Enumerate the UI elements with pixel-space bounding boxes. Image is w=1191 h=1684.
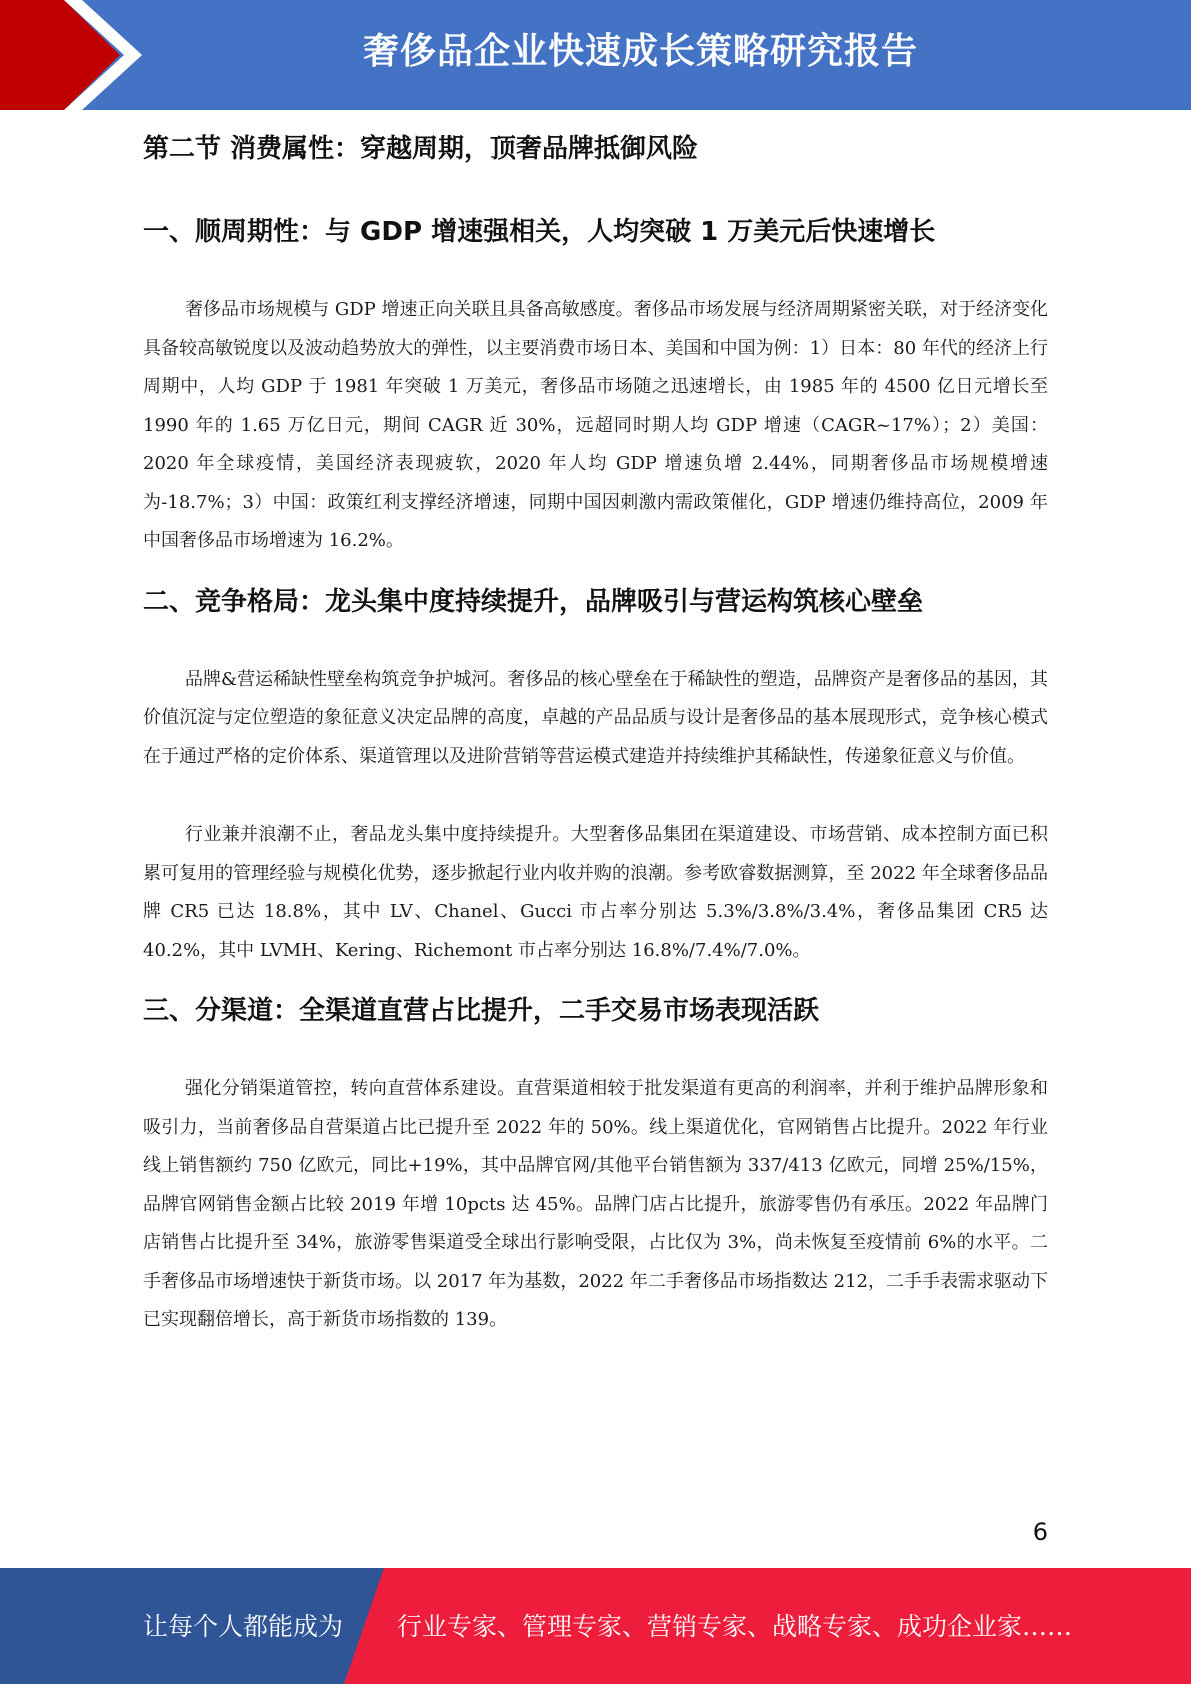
paragraph-brand-moat: 品牌&营运稀缺性壁垒构筑竞争护城河。奢侈品的核心壁垒在于稀缺性的塑造，品牌资产是奢侈品的基因，其价值沉淀与定位塑造的象征意义决定品牌的高度，卓越的产品品质与设计是奢侈品的基本展现形式，竞争核心模式在于通过严格的定价体系、渠道管理以及进阶营销等营运模式建造并持续维护其稀缺性，传递象征意义与价值。 (143, 668, 1048, 767)
page-number: 6 (1032, 1518, 1048, 1546)
footer-slogan-right: 行业专家、管理专家、营销专家、战略专家、成功企业家…… (397, 1612, 1073, 1641)
heading-cyclicality: 一、顺周期性：与 GDP 增速强相关，人均突破 1 万美元后快速增长 (143, 217, 936, 247)
footer-slogan-left: 让每个人都能成为 (143, 1612, 344, 1641)
section-title: 第二节 消费属性：穿越周期，顶奢品牌抵御风险 (143, 134, 699, 164)
page-header (0, 0, 1191, 110)
heading-competition: 二、竞争格局：龙头集中度持续提升，品牌吸引与营运构筑核心壁垒 (143, 586, 924, 617)
page-content (143, 130, 1048, 1340)
paragraph-cyclicality: 奢侈品市场规模与 GDP 增速正向关联且具备高敏感度。奢侈品市场发展与经济周期紧密关联，对于经济变化具备较高敏锐度以及波动趋势放大的弹性，以主要消费市场日本、美国和中国为例：1）日本：80 年代的经济上行周期中，人均 GDP 于 1981 年突破 1 万美元，奢侈品市场随之迅速增长，由 1985 年的 4500 亿日元增长至 1990 年的 1.65 万亿日元，期间 CAGR 近 30%，远超同时期人均 GDP 增速（CAGR~17%）；2）美国：2020 年全球疫情，美国经济表现疲软，2020 年人均 GDP 增速负增 2.44%，同期奢侈品市场规模增速为-18.7%；3）中国：政策红利支撑经济增速，同期中国因刺激内需政策催化，GDP 增速仍维持高位，2009 年中国奢侈品市场增速为 16.2%。 (143, 299, 1048, 551)
heading-channels: 三、分渠道：全渠道直营占比提升，二手交易市场表现活跃 (143, 996, 820, 1026)
page-footer (0, 1568, 1191, 1684)
paragraph-channels: 强化分销渠道管控，转向直营体系建设。直营渠道相较于批发渠道有更高的利润率，并利于维护品牌形象和吸引力，当前奢侈品自营渠道占比已提升至 2022 年的 50%。线上渠道优化，官网销售占比提升。2022 年行业线上销售额约 750 亿欧元，同比+19%，其中品牌官网/其他平台销售额为 337/413 亿欧元，同增 25%/15%，品牌官网销售金额占比较 2019 年增 10pcts 达 45%。品牌门店占比提升，旅游零售仍有承压。2022 年品牌门店销售占比提升至 34%，旅游零售渠道受全球出行影响受限，占比仅为 3%，尚未恢复至疫情前 6%的水平。二手奢侈品市场增速快于新货市场。以 2017 年为基数，2022 年二手奢侈品市场指数达 212，二手手表需求驱动下已实现翻倍增长，高于新货市场指数的 139。 (143, 1078, 1048, 1330)
report-title: 奢侈品企业快速成长策略研究报告 (362, 31, 918, 72)
paragraph-concentration: 行业兼并浪潮不止，奢品龙头集中度持续提升。大型奢侈品集团在渠道建设、市场营销、成本控制方面已积累可复用的管理经验与规模化优势，逐步掀起行业内收并购的浪潮。参考欧睿数据测算，至 2022 年全球奢侈品品牌 CR5 已达 18.8%，其中 LV、Chanel、Gucci 市占率分别达 5.3%/3.8%/3.4%，奢侈品集团 CR5 达 40.2%，其中 LVMH、Kering、Richemont 市占率分别达 16.8%/7.4%/7.0%。 (143, 824, 1048, 961)
